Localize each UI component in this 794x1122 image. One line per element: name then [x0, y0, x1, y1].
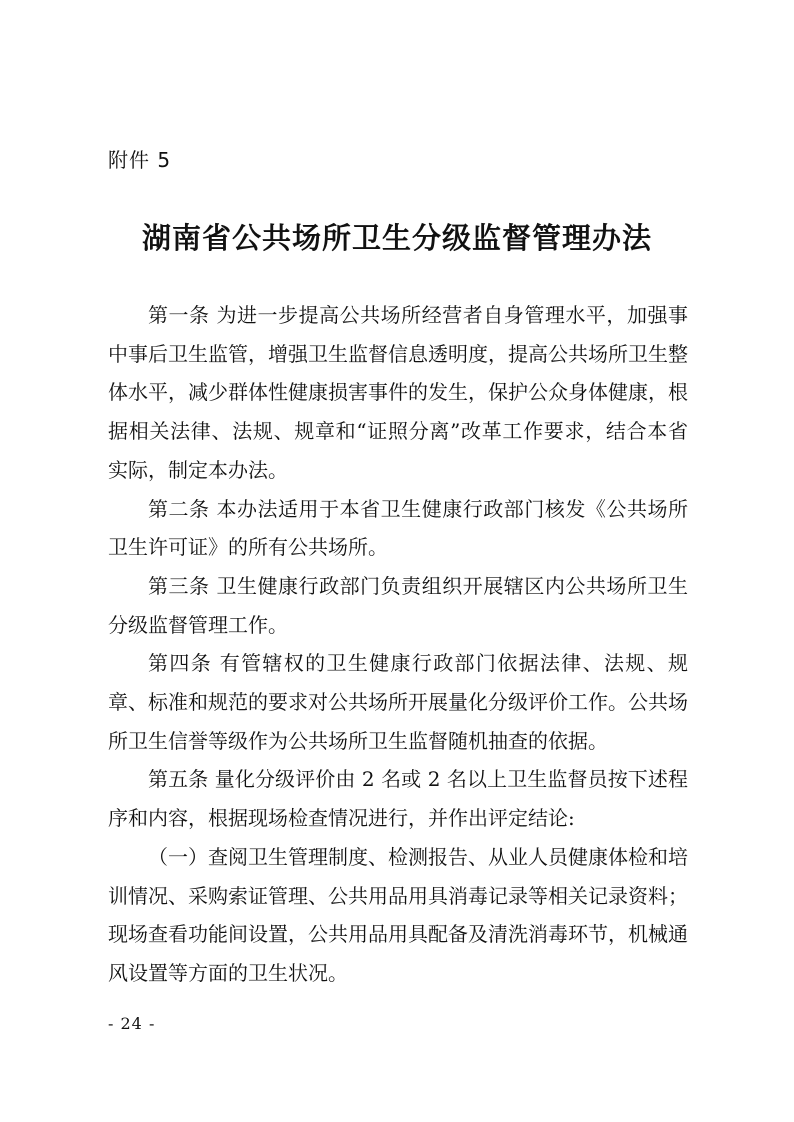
page-number: - 24 - — [108, 1014, 156, 1033]
article-3-paragraph: 第三条 卫生健康行政部门负责组织开展辖区内公共场所卫生分级监督管理工作。 — [108, 573, 688, 637]
article-4-paragraph: 第四条 有管辖权的卫生健康行政部门依据法律、法规、规章、标准和规范的要求对公共场所开展量化分级评价工作。公共场所卫生信誉等级作为公共场所卫生监督随机抽查的依据。 — [108, 651, 688, 753]
article-5-item-1-paragraph: （一）查阅卫生管理制度、检测报告、从业人员健康体检和培训情况、采购索证管理、公共用品用具消毒记录等相关记录资料；现场查看功能间设置，公共用品用具配备及清洗消毒环节，机械通风设置等方面的卫生状况。 — [108, 844, 688, 985]
article-2-paragraph: 第二条 本办法适用于本省卫生健康行政部门核发《公共场所卫生许可证》的所有公共场所。 — [108, 496, 688, 560]
attachment-label: 附件 5 — [108, 148, 172, 172]
document-title: 湖南省公共场所卫生分级监督管理办法 — [141, 221, 652, 255]
article-5-paragraph: 第五条 量化分级评价由 2 名或 2 名以上卫生监督员按下述程序和内容，根据现场检查情况进行，并作出评定结论: — [108, 767, 688, 831]
document-body — [108, 296, 688, 993]
article-1-paragraph: 第一条 为进一步提高公共场所经营者自身管理水平，加强事中事后卫生监管，增强卫生监督信息透明度，提高公共场所卫生整体水平，减少群体性健康损害事件的发生，保护公众身体健康，根据相关法律、法规、规章和“证照分离”改革工作要求，结合本省实际，制定本办法。 — [108, 303, 688, 482]
